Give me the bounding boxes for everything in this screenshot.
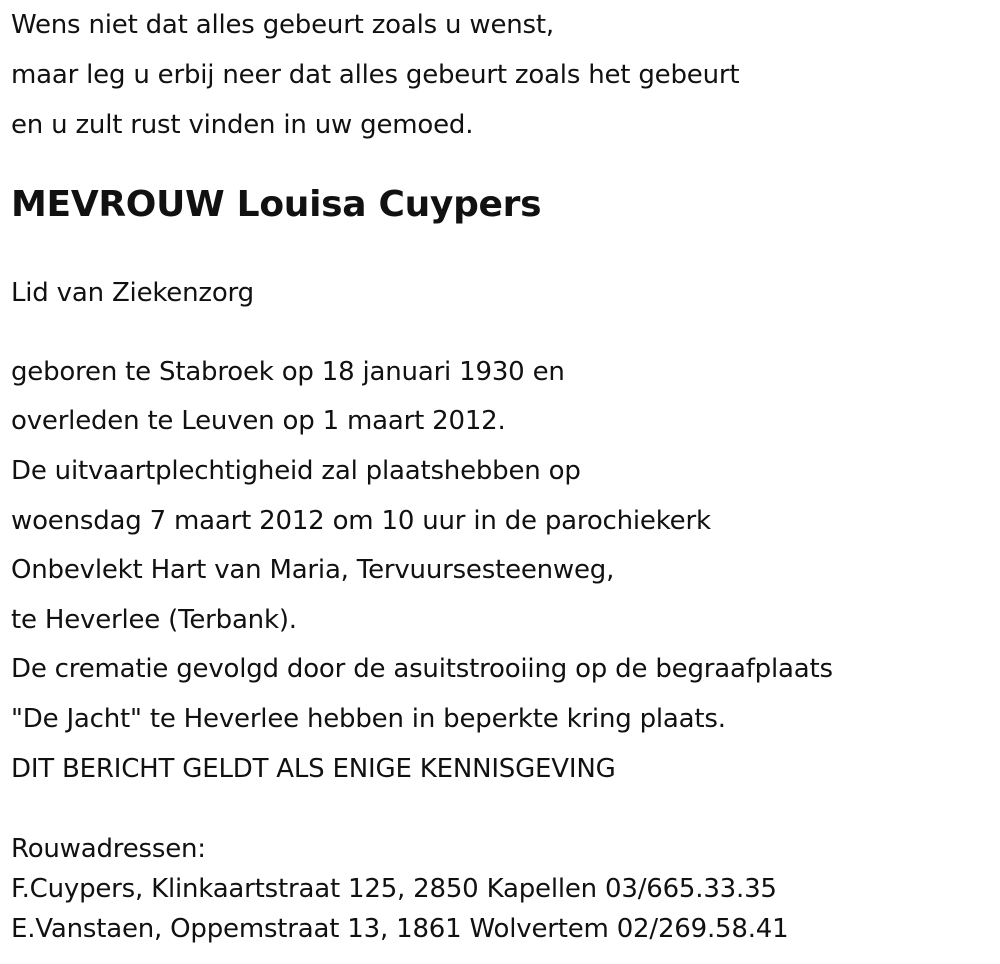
deceased-name: MEVROUW Louisa Cuypers xyxy=(11,184,542,225)
quote-line: en u zult rust vinden in uw gemoed. xyxy=(11,110,474,140)
notice-statement: DIT BERICHT GELDT ALS ENIGE KENNISGEVING xyxy=(11,754,616,784)
announcement-line: De crematie gevolgd door de asuitstrooiing op de begraafplaats xyxy=(11,654,833,684)
announcement-line: "De Jacht" te Heverlee hebben in beperkte kring plaats. xyxy=(11,704,726,734)
quote-line: Wens niet dat alles gebeurt zoals u wenst, xyxy=(11,10,554,40)
address-entry: E.Vanstaen, Oppemstraat 13, 1861 Wolvertem 02/269.58.41 xyxy=(11,914,789,944)
announcement-line: woensdag 7 maart 2012 om 10 uur in de parochiekerk xyxy=(11,506,711,536)
announcement-line: De uitvaartplechtigheid zal plaatshebben op xyxy=(11,456,581,486)
membership-text: Lid van Ziekenzorg xyxy=(11,278,254,308)
addresses-heading: Rouwadressen: xyxy=(11,834,206,864)
quote-line: maar leg u erbij neer dat alles gebeurt zoals het gebeurt xyxy=(11,60,740,90)
announcement-line: te Heverlee (Terbank). xyxy=(11,605,297,635)
announcement-line: Onbevlekt Hart van Maria, Tervuursesteenweg, xyxy=(11,555,615,585)
announcement-line: overleden te Leuven op 1 maart 2012. xyxy=(11,406,506,436)
announcement-line: geboren te Stabroek op 18 januari 1930 en xyxy=(11,357,565,387)
address-entry: F.Cuypers, Klinkaartstraat 125, 2850 Kapellen 03/665.33.35 xyxy=(11,874,777,904)
